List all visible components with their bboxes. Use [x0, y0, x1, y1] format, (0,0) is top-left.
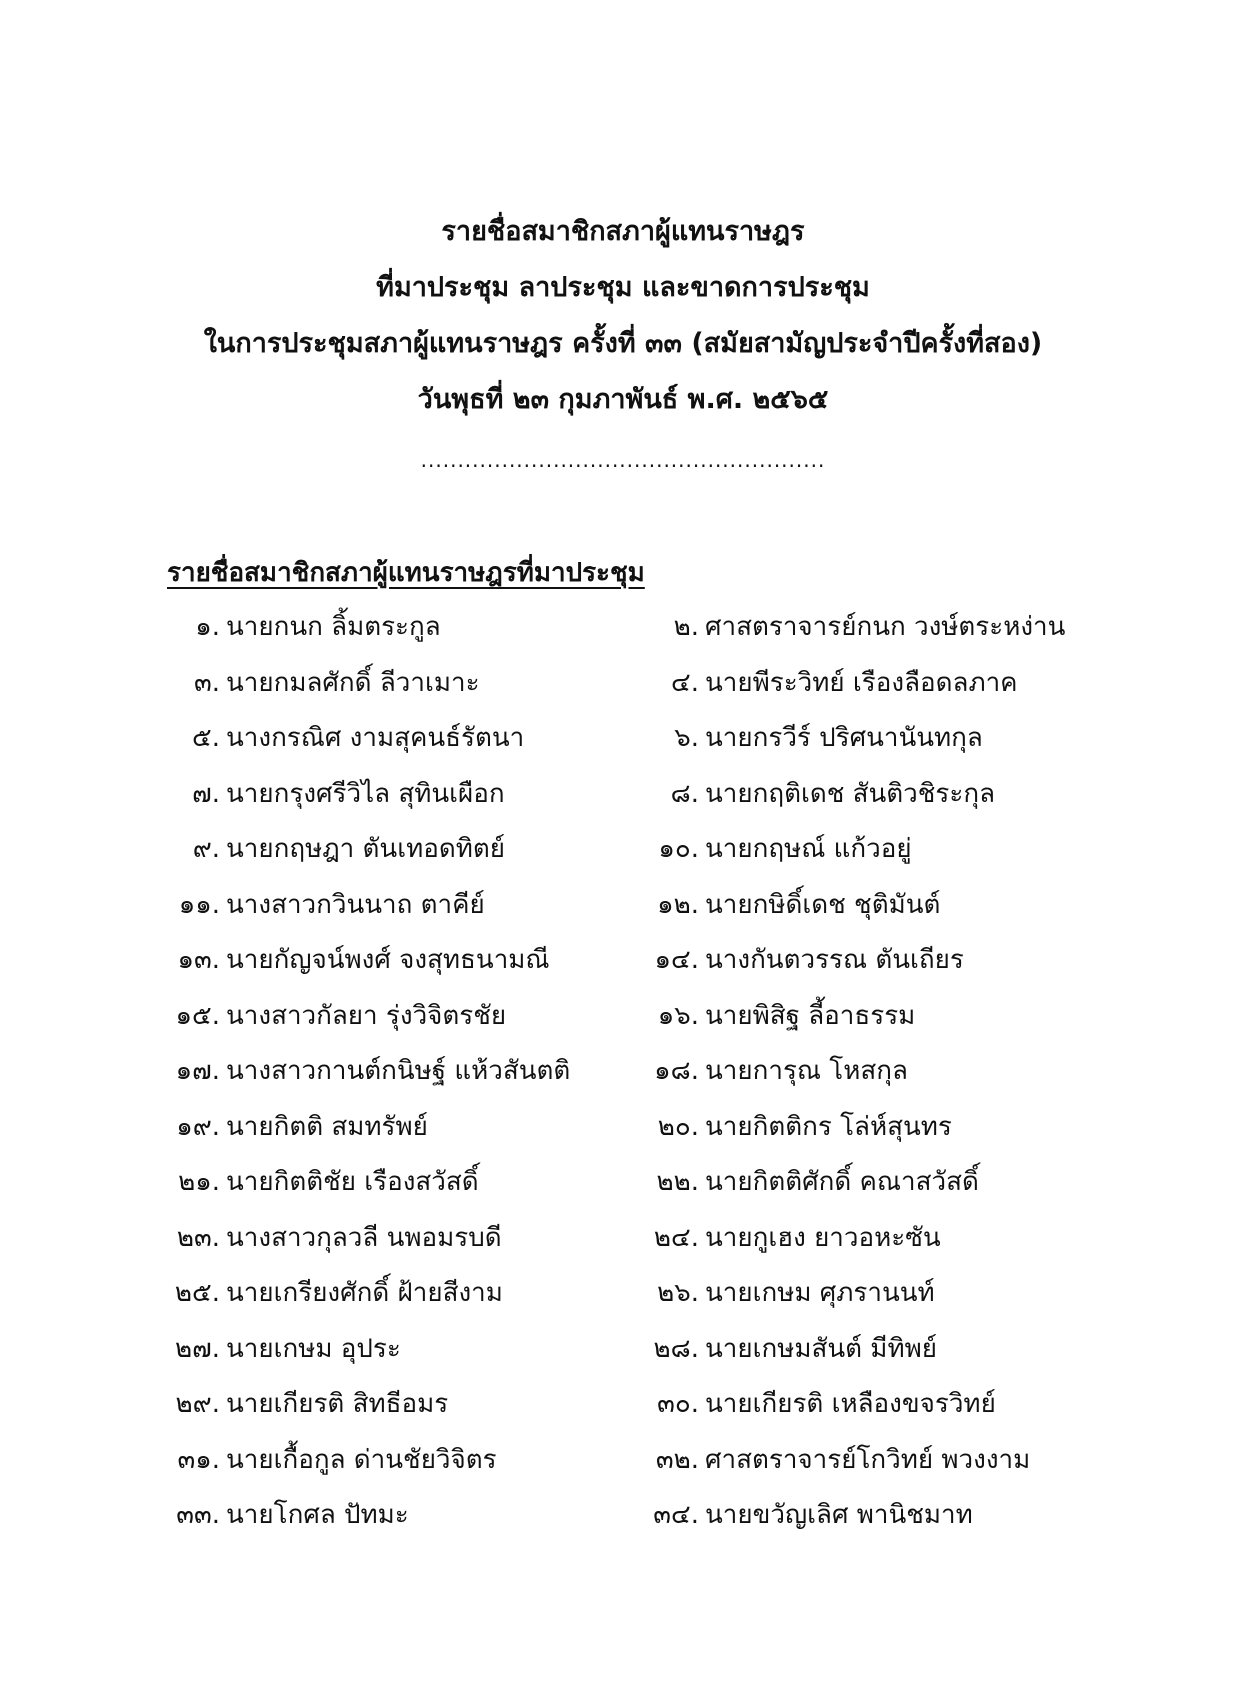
- member-number: ๓๐.: [657, 1389, 699, 1419]
- title-line: ในการประชุมสภาผู้แทนราษฎร ครั้งที่ ๓๓ (สมัยสามัญประจำปีครั้งที่สอง): [203, 328, 1043, 359]
- member-name: นางกันตวรรณ ตันเถียร: [705, 945, 964, 975]
- member-name: ศาสตราจารย์กนก วงษ์ตระหง่าน: [705, 612, 1066, 642]
- member-row: [0, 1488, 1246, 1544]
- list-item: [637, 1100, 952, 1156]
- member-name: นายเกษม อุประ: [226, 1333, 401, 1364]
- member-name: นายกูเฮง ยาวอหะซัน: [705, 1222, 941, 1253]
- member-row: [0, 1155, 1246, 1211]
- member-number: ๒๔.: [653, 1222, 699, 1253]
- member-row: [0, 1044, 1246, 1100]
- title-line: วันพุธที่ ๒๓ กุมภาพันธ์ พ.ศ. ๒๕๖๕: [417, 384, 829, 415]
- member-number: ๑๒.: [657, 889, 699, 920]
- member-number: ๓๒.: [655, 1444, 699, 1475]
- list-item: [637, 1433, 1030, 1489]
- list-item: [150, 1433, 497, 1489]
- member-name: นายกัญจน์พงศ์ จงสุทธนามณี: [226, 945, 550, 975]
- member-number: ๒๖.: [657, 1278, 699, 1308]
- list-item: [150, 989, 506, 1045]
- member-number: ๒๕.: [174, 1278, 220, 1308]
- member-row: [0, 656, 1246, 712]
- member-number: ๔.: [671, 667, 699, 698]
- list-item: [150, 1322, 401, 1378]
- member-name: นายกนก ลิ้มตระกูล: [226, 612, 441, 642]
- member-number: ๑.: [195, 612, 220, 642]
- member-row: [0, 1433, 1246, 1489]
- list-item: [637, 1211, 941, 1267]
- member-name: นายเกรียงศักดิ์ ฝ้ายสีงาม: [226, 1278, 503, 1308]
- member-name: นายเกื้อกูล ด่านชัยวิจิตร: [226, 1444, 497, 1475]
- member-number: ๑๑.: [178, 889, 220, 920]
- list-item: [150, 1377, 448, 1433]
- member-number: ๑๙.: [176, 1111, 220, 1142]
- list-item: [637, 822, 912, 878]
- member-row: [0, 1100, 1246, 1156]
- member-name: นางสาวกัลยา รุ่งวิจิตรชัย: [226, 1000, 507, 1031]
- member-name: นายเกษม ศุภรานนท์: [705, 1278, 935, 1308]
- member-row: [0, 711, 1246, 767]
- member-name: นายกิตติกร โล่ห์สุนทร: [705, 1111, 952, 1142]
- member-number: ๑๐.: [658, 834, 699, 864]
- list-item: [637, 1155, 979, 1211]
- list-item: [150, 933, 550, 989]
- list-item: [637, 989, 915, 1045]
- member-row: [0, 933, 1246, 989]
- list-item: [637, 1322, 937, 1378]
- member-name: นางกรณิศ งามสุคนธ์รัตนา: [226, 723, 525, 753]
- member-number: ๗.: [192, 778, 220, 809]
- list-item: [637, 933, 964, 989]
- title-line: ที่มาประชุม ลาประชุม และขาดการประชุม: [376, 272, 870, 303]
- member-number: ๙.: [192, 834, 220, 864]
- member-number: ๒๙.: [175, 1389, 220, 1419]
- member-name: นายเกษมสันต์ มีทิพย์: [705, 1333, 937, 1364]
- list-item: [150, 1488, 409, 1544]
- member-row: [0, 1377, 1246, 1433]
- member-name: นายกิตติศักดิ์ คณาสวัสดิ์: [705, 1167, 979, 1197]
- dotted-separator: .......................................................: [420, 448, 826, 472]
- member-name: นายกมลศักดิ์ ลีวาเมาะ: [226, 667, 480, 698]
- member-number: ๕.: [192, 723, 220, 753]
- list-item: [637, 1488, 973, 1544]
- list-item: [150, 1100, 428, 1156]
- member-number: ๑๗.: [175, 1056, 220, 1086]
- member-name: นายกิตติ สมทรัพย์: [226, 1111, 428, 1142]
- member-number: ๖.: [674, 723, 699, 753]
- member-row: [0, 1322, 1246, 1378]
- member-number: ๑๘.: [654, 1056, 699, 1086]
- document-title: [0, 204, 1246, 428]
- list-item: [150, 822, 505, 878]
- member-name: นายพิสิฐ ลี้อาธรรม: [705, 1000, 916, 1031]
- member-name: นางสาวกานต์กนิษฐ์ แห้วสันตติ: [226, 1056, 571, 1086]
- list-item: [150, 1044, 570, 1100]
- member-number: ๓.: [193, 667, 220, 698]
- section-heading: รายชื่อสมาชิกสภาผู้แทนราษฎรที่มาประชุม: [167, 558, 645, 588]
- member-row: [0, 1211, 1246, 1267]
- member-name: นายการุณ โหสกุล: [705, 1056, 908, 1086]
- list-item: [637, 878, 940, 934]
- member-name: นางสาวกุลวลี นพอมรบดี: [226, 1222, 502, 1253]
- member-number: ๒๗.: [175, 1333, 220, 1364]
- member-number: ๒๐.: [657, 1111, 699, 1142]
- member-list: [0, 600, 1246, 1544]
- member-number: ๑๓.: [177, 945, 220, 975]
- member-number: ๒๓.: [176, 1222, 220, 1253]
- member-number: ๑๖.: [657, 1000, 699, 1031]
- member-number: ๘.: [670, 778, 699, 809]
- member-number: ๓๓.: [176, 1500, 220, 1530]
- list-item: [150, 656, 480, 712]
- member-row: [0, 600, 1246, 656]
- member-number: ๓๑.: [177, 1444, 220, 1475]
- list-item: [150, 878, 485, 934]
- member-row: [0, 822, 1246, 878]
- list-item: [150, 1155, 479, 1211]
- member-number: ๒๒.: [656, 1167, 699, 1197]
- member-number: ๒.: [673, 612, 699, 642]
- member-name: นายเกียรติ สิทธีอมร: [226, 1389, 449, 1419]
- member-number: ๑๕.: [175, 1000, 220, 1031]
- member-number: ๓๔.: [653, 1500, 699, 1530]
- member-name: นายกฤษฎา ตันเทอดทิตย์: [226, 834, 505, 864]
- member-name: นายโกศล ปัทมะ: [226, 1500, 409, 1530]
- member-number: ๒๘.: [653, 1333, 699, 1364]
- list-item: [637, 1377, 996, 1433]
- list-item: [150, 1211, 502, 1267]
- member-name: นายกรวีร์ ปริศนานันทกุล: [705, 723, 983, 753]
- list-item: [637, 711, 983, 767]
- list-item: [637, 656, 1018, 712]
- member-name: นายกฤติเดช สันติวชิระกุล: [705, 778, 996, 809]
- list-item: [637, 767, 995, 823]
- member-name: นางสาวกวินนาถ ตาคีย์: [226, 889, 485, 920]
- member-name: นายขวัญเลิศ พานิชมาท: [705, 1500, 973, 1530]
- title-line: รายชื่อสมาชิกสภาผู้แทนราษฎร: [441, 216, 805, 247]
- member-name: นายเกียรติ เหลืองขจรวิทย์: [705, 1389, 996, 1419]
- member-number: ๑๔.: [654, 945, 699, 975]
- list-item: [150, 767, 505, 823]
- list-item: [150, 711, 524, 767]
- member-name: นายพีระวิทย์ เรืองลือดลภาค: [705, 667, 1018, 698]
- member-name: นายกิตติชัย เรืองสวัสดิ์: [226, 1167, 479, 1197]
- member-name: นายกฤษณ์ แก้วอยู่: [705, 834, 912, 864]
- list-item: [637, 1044, 908, 1100]
- member-row: [0, 878, 1246, 934]
- list-item: [150, 1266, 503, 1322]
- member-name: นายกษิดิ์เดช ชุติมันต์: [705, 889, 941, 920]
- member-row: [0, 989, 1246, 1045]
- member-name: นายกรุงศรีวิไล สุทินเผือก: [226, 778, 505, 809]
- list-item: [637, 1266, 935, 1322]
- member-row: [0, 1266, 1246, 1322]
- member-number: ๒๑.: [178, 1167, 220, 1197]
- list-item: [637, 600, 1065, 656]
- list-item: [150, 600, 441, 656]
- member-name: ศาสตราจารย์โกวิทย์ พวงงาม: [705, 1444, 1031, 1475]
- member-row: [0, 767, 1246, 823]
